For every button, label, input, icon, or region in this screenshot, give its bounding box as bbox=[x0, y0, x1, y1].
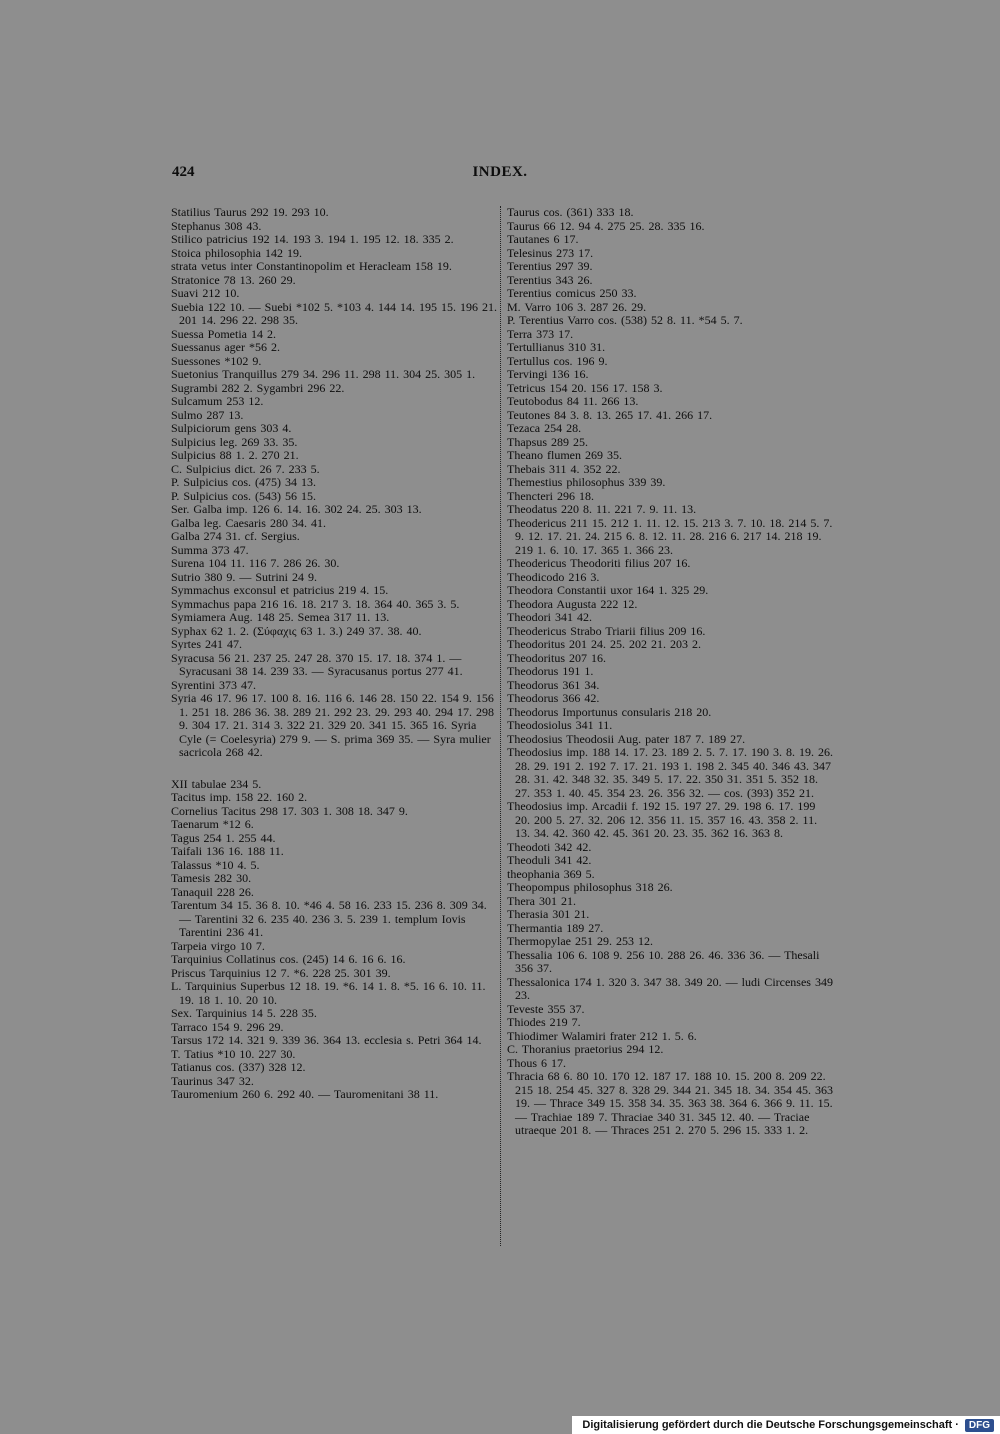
index-entry: Tacitus imp. 158 22. 160 2. bbox=[171, 790, 308, 804]
index-entry: Surena 104 11. 116 7. 286 26. 30. bbox=[171, 556, 340, 570]
index-entry: Sulpicius 88 1. 2. 270 21. bbox=[171, 448, 299, 462]
index-entry: Tanaquil 228 26. bbox=[171, 884, 254, 899]
index-entry: Theodosiolus 341 11. bbox=[507, 718, 613, 732]
index-entry: Symiamera Aug. 148 25. Semea 317 11. 13. bbox=[171, 610, 390, 624]
index-entry: Syphax 62 1. 2. (Σύφαχις 63 1. 3.) 249 37. 38. 40. bbox=[171, 623, 422, 638]
index-entry: Stratonice 78 13. 260 29. bbox=[171, 272, 296, 287]
index-entry: Sugrambi 282 2. Sygambri 296 22. bbox=[171, 380, 345, 395]
index-entry: Stilico patricius 192 14. 193 3. 194 1. 195 12. 18. 335 2. bbox=[171, 232, 454, 246]
index-entry: Sex. Tarquinius 14 5. 228 35. bbox=[171, 1006, 317, 1020]
index-column-right bbox=[507, 206, 833, 1138]
index-entry: Therasia 301 21. bbox=[507, 907, 590, 921]
index-entry: Stoica philosophia 142 19. bbox=[171, 245, 302, 260]
index-entry: Tezaca 254 28. bbox=[507, 421, 582, 435]
index-entry: Galba leg. Caesaris 280 34. 41. bbox=[171, 515, 326, 530]
index-entry: Tetricus 154 20. 156 17. 158 3. bbox=[507, 380, 663, 395]
index-entry: Thermopylae 251 29. 253 12. bbox=[507, 934, 653, 948]
index-entry: strata vetus inter Constantinopolim et Heracleam 158 19. bbox=[171, 259, 452, 273]
index-entry: Tagus 254 1. 255 44. bbox=[171, 830, 276, 845]
index-entry: Thracia 68 6. 80 10. 170 12. 187 17. 188 10. 15. 200 8. 209 22. 215 18. 254 45. 327 8. 328 29. 344 21. 345 18. 34. 354 45. 363 19. — Thrace 349 15. 358 34. 35. 363 38. 364 6. 366 9. 11. 15. — Trachiae 189 7. Thraciae 340 31. 345 12. 40. — Traciae utraeque 201 8. — Thraces 251 2. 270 5. 296 15. 333 1. 2. bbox=[507, 1069, 833, 1137]
index-entry: Theopompus philosophus 318 26. bbox=[507, 880, 673, 894]
index-entry: Taurus 66 12. 94 4. 275 25. 28. 335 16. bbox=[507, 218, 705, 233]
index-entry: Stephanus 308 43. bbox=[171, 218, 262, 233]
index-entry: P. Terentius Varro cos. (538) 52 8. 11. *54 5. 7. bbox=[507, 313, 743, 327]
index-entry: Suessa Pometia 14 2. bbox=[171, 326, 276, 341]
index-entry: Themestius philosophus 339 39. bbox=[507, 475, 666, 489]
index-entry: Thebais 311 4. 352 22. bbox=[507, 461, 621, 476]
index-entry: Theodericus Theodoriti filius 207 16. bbox=[507, 556, 691, 570]
index-entry: Tarentum 34 15. 36 8. 10. *46 4. 58 16. 233 15. 236 8. 309 34. — Tarentini 32 6. 235 40. 236 3. 5. 239 1. templum Iovis Tarentini 236 41. bbox=[171, 898, 487, 939]
index-entry: Syracusa 56 21. 237 25. 247 28. 370 15. 17. 18. 374 1. — Syracusani 38 14. 239 33. — Syracusanus portus 277 41. bbox=[171, 650, 463, 678]
index-entry: Sulpiciorum gens 303 4. bbox=[171, 421, 292, 435]
index-entry: P. Sulpicius cos. (475) 34 13. bbox=[171, 475, 317, 489]
index-entry: Thapsus 289 25. bbox=[507, 434, 588, 449]
index-entry: Theodoti 342 42. bbox=[507, 839, 592, 854]
index-entry: Syrentini 373 47. bbox=[171, 677, 256, 692]
index-entry: Symmachus papa 216 16. 18. 217 3. 18. 364 40. 365 3. 5. bbox=[171, 596, 460, 611]
index-entry: Syria 46 17. 96 17. 100 8. 16. 116 6. 146 28. 150 22. 154 9. 156 1. 251 18. 286 36. 38. 289 21. 292 23. 29. 293 40. 294 17. 298 9. 304 17. 21. 314 3. 322 21. 329 20. 341 15. 365 16. Syria Cyle (= Coelesyria) 279 9. — S. prima 369 35. — Syra mulier sacricola 268 42. bbox=[171, 691, 494, 759]
index-entry: Tarpeia virgo 10 7. bbox=[171, 938, 265, 953]
index-entry: Taurinus 347 32. bbox=[171, 1073, 254, 1088]
index-entry: XII tabulae 234 5. bbox=[171, 776, 262, 791]
index-entry: Terentius 297 39. bbox=[507, 259, 593, 273]
index-entry: Taifali 136 16. 188 11. bbox=[171, 844, 284, 858]
index-entry: Tarquinius Collatinus cos. (245) 14 6. 16 6. 16. bbox=[171, 952, 406, 966]
index-entry: Tamesis 282 30. bbox=[171, 871, 252, 885]
dfg-logo-icon: DFG bbox=[965, 1419, 994, 1432]
index-entry: Tarsus 172 14. 321 9. 339 36. 364 13. ecclesia s. Petri 364 14. bbox=[171, 1033, 482, 1047]
index-entry: Suetonius Tranquillus 279 34. 296 11. 298 11. 304 25. 305 1. bbox=[171, 367, 476, 381]
index-entry: Tarraco 154 9. 296 29. bbox=[171, 1019, 284, 1034]
index-entry: Sulcamum 253 12. bbox=[171, 394, 264, 408]
index-entry: Theodori 341 42. bbox=[507, 610, 592, 624]
index-entry: Theodora Constantii uxor 164 1. 325 29. bbox=[507, 583, 709, 597]
index-entry: Symmachus exconsul et patricius 219 4. 15. bbox=[171, 583, 389, 597]
index-entry: Thessalia 106 6. 108 9. 256 10. 288 26. 46. 336 36. — Thesali 356 37. bbox=[507, 947, 820, 975]
index-entry: Theodora Augusta 222 12. bbox=[507, 596, 638, 611]
index-entry: Thessalonica 174 1. 320 3. 347 38. 349 20. — ludi Circenses 349 23. bbox=[507, 974, 833, 1002]
index-entry: Priscus Tarquinius 12 7. *6. 228 25. 301 39. bbox=[171, 965, 391, 980]
page-title: INDEX. bbox=[472, 164, 528, 180]
index-entry: Galba 274 31. cf. Sergius. bbox=[171, 529, 300, 543]
index-entry: Suavi 212 10. bbox=[171, 286, 240, 300]
index-entry: Tautanes 6 17. bbox=[507, 232, 579, 246]
index-entry: Theodorus 191 1. bbox=[507, 664, 594, 678]
index-entry: Theodorus 366 42. bbox=[507, 691, 600, 705]
index-entry: Teutobodus 84 11. 266 13. bbox=[507, 394, 639, 408]
index-entry: Theoduli 341 42. bbox=[507, 853, 592, 867]
index-entry: L. Tarquinius Superbus 12 18. 19. *6. 14 1. 8. *5. 16 6. 10. 11. 19. 18 1. 10. 20 10. bbox=[171, 979, 486, 1007]
footer-bar bbox=[572, 1416, 1000, 1434]
index-entry: Teveste 355 37. bbox=[507, 1001, 585, 1016]
index-entry: Theodatus 220 8. 11. 221 7. 9. 11. 13. bbox=[507, 502, 697, 516]
index-entry: Summa 373 47. bbox=[171, 542, 249, 557]
index-entry: Thiodimer Walamiri frater 212 1. 5. 6. bbox=[507, 1028, 697, 1043]
page-number: 424 bbox=[172, 164, 195, 180]
index-entry: M. Varro 106 3. 287 26. 29. bbox=[507, 299, 647, 314]
index-entry: P. Sulpicius cos. (543) 56 15. bbox=[171, 488, 317, 503]
index-entry: T. Tatius *10 10. 227 30. bbox=[171, 1046, 296, 1061]
index-entry: Sulmo 287 13. bbox=[171, 407, 244, 422]
index-entry: Telesinus 273 17. bbox=[507, 245, 594, 260]
index-entry: Tatianus cos. (337) 328 12. bbox=[171, 1060, 306, 1074]
index-entry: Tertullianus 310 31. bbox=[507, 340, 606, 354]
index-entry: Thencteri 296 18. bbox=[507, 488, 594, 503]
index-entry: Theodorus Importunus consularis 218 20. bbox=[507, 704, 712, 719]
index-entry: Teutones 84 3. 8. 13. 265 17. 41. 266 17. bbox=[507, 407, 713, 422]
index-entry: Theodosius imp. Arcadii f. 192 15. 197 27. 29. 198 6. 17. 199 20. 200 5. 27. 32. 206 12. 356 11. 15. 357 16. 43. 358 2. 11. 13. 34. 42. 360 42. 45. 361 20. 23. 35. 362 16. 363 8. bbox=[507, 799, 818, 840]
index-entry: Theodosius imp. 188 14. 17. 23. 189 2. 5. 7. 17. 190 3. 8. 19. 26. 28. 29. 191 2. 192 7. 17. 21. 193 1. 198 2. 345 40. 346 43. 347 28. 31. 42. 348 32. 35. 349 5. 17. 22. 350 31. 351 5. 352 18. 27. 353 1. 40. 45. 354 23. 26. 356 32. — cos. (393) 352 21. bbox=[507, 745, 833, 800]
index-entry: Theodorus 361 34. bbox=[507, 677, 600, 692]
index-entry: Thermantia 189 27. bbox=[507, 920, 604, 935]
index-entry: Terentius 343 26. bbox=[507, 272, 593, 287]
index-entry: C. Thoranius praetorius 294 12. bbox=[507, 1042, 664, 1056]
index-entry: Thera 301 21. bbox=[507, 893, 576, 908]
index-entry: Syrtes 241 47. bbox=[171, 637, 242, 651]
index-entry: Tertullus cos. 196 9. bbox=[507, 353, 608, 368]
index-entry: Theano flumen 269 35. bbox=[507, 448, 622, 462]
column-divider bbox=[500, 206, 501, 1246]
index-entry: Tervingi 136 16. bbox=[507, 367, 589, 381]
index-entry: Taenarum *12 6. bbox=[171, 817, 254, 831]
index-entry: theophania 369 5. bbox=[507, 866, 595, 881]
index-entry: Ser. Galba imp. 126 6. 14. 16. 302 24. 25. 303 13. bbox=[171, 502, 422, 516]
index-entry: Sutrio 380 9. — Sutrini 24 9. bbox=[171, 569, 318, 584]
index-entry: Cornelius Tacitus 298 17. 303 1. 308 18. 347 9. bbox=[171, 803, 408, 818]
index-entry: C. Sulpicius dict. 26 7. 233 5. bbox=[171, 461, 320, 476]
index-entry: Suessanus ager *56 2. bbox=[171, 340, 280, 354]
index-entry: Terentius comicus 250 33. bbox=[507, 286, 637, 300]
index-entry: Statilius Taurus 292 19. 293 10. bbox=[171, 205, 329, 219]
index-entry: Theodosius Theodosii Aug. pater 187 7. 189 27. bbox=[507, 731, 746, 746]
index-entry: Sulpicius leg. 269 33. 35. bbox=[171, 434, 298, 449]
index-entry: Terra 373 17. bbox=[507, 326, 574, 341]
index-entry: Thiodes 219 7. bbox=[507, 1015, 581, 1029]
index-entry: Suessones *102 9. bbox=[171, 353, 262, 368]
index-entry: Thous 6 17. bbox=[507, 1055, 566, 1070]
index-entry: Talassus *10 4. 5. bbox=[171, 857, 260, 872]
index-entry: Taurus cos. (361) 333 18. bbox=[507, 205, 634, 219]
index-column-left bbox=[171, 206, 497, 1102]
index-entry: Suebia 122 10. — Suebi *102 5. *103 4. 144 14. 195 15. 196 21. 201 14. 296 22. 298 35. bbox=[171, 299, 497, 327]
index-entry: Theodericus Strabo Triarii filius 209 16. bbox=[507, 623, 706, 638]
index-entry: Theodicodo 216 3. bbox=[507, 569, 600, 584]
index-entry: Theodoritus 207 16. bbox=[507, 650, 606, 665]
index-entry: Theodoritus 201 24. 25. 202 21. 203 2. bbox=[507, 637, 701, 651]
index-entry: Theodericus 211 15. 212 1. 11. 12. 15. 213 3. 7. 10. 18. 214 5. 7. 9. 12. 17. 21. 24. 215 6. 8. 12. 11. 28. 216 6. 217 14. 218 19. 219 1. 6. 10. 17. 365 1. 366 23. bbox=[507, 515, 833, 557]
footer-text: Digitalisierung gefördert durch die Deutsche Forschungsgemeinschaft · bbox=[582, 1419, 959, 1431]
index-entry: Tauromenium 260 6. 292 40. — Tauromenitani 38 11. bbox=[171, 1087, 439, 1101]
